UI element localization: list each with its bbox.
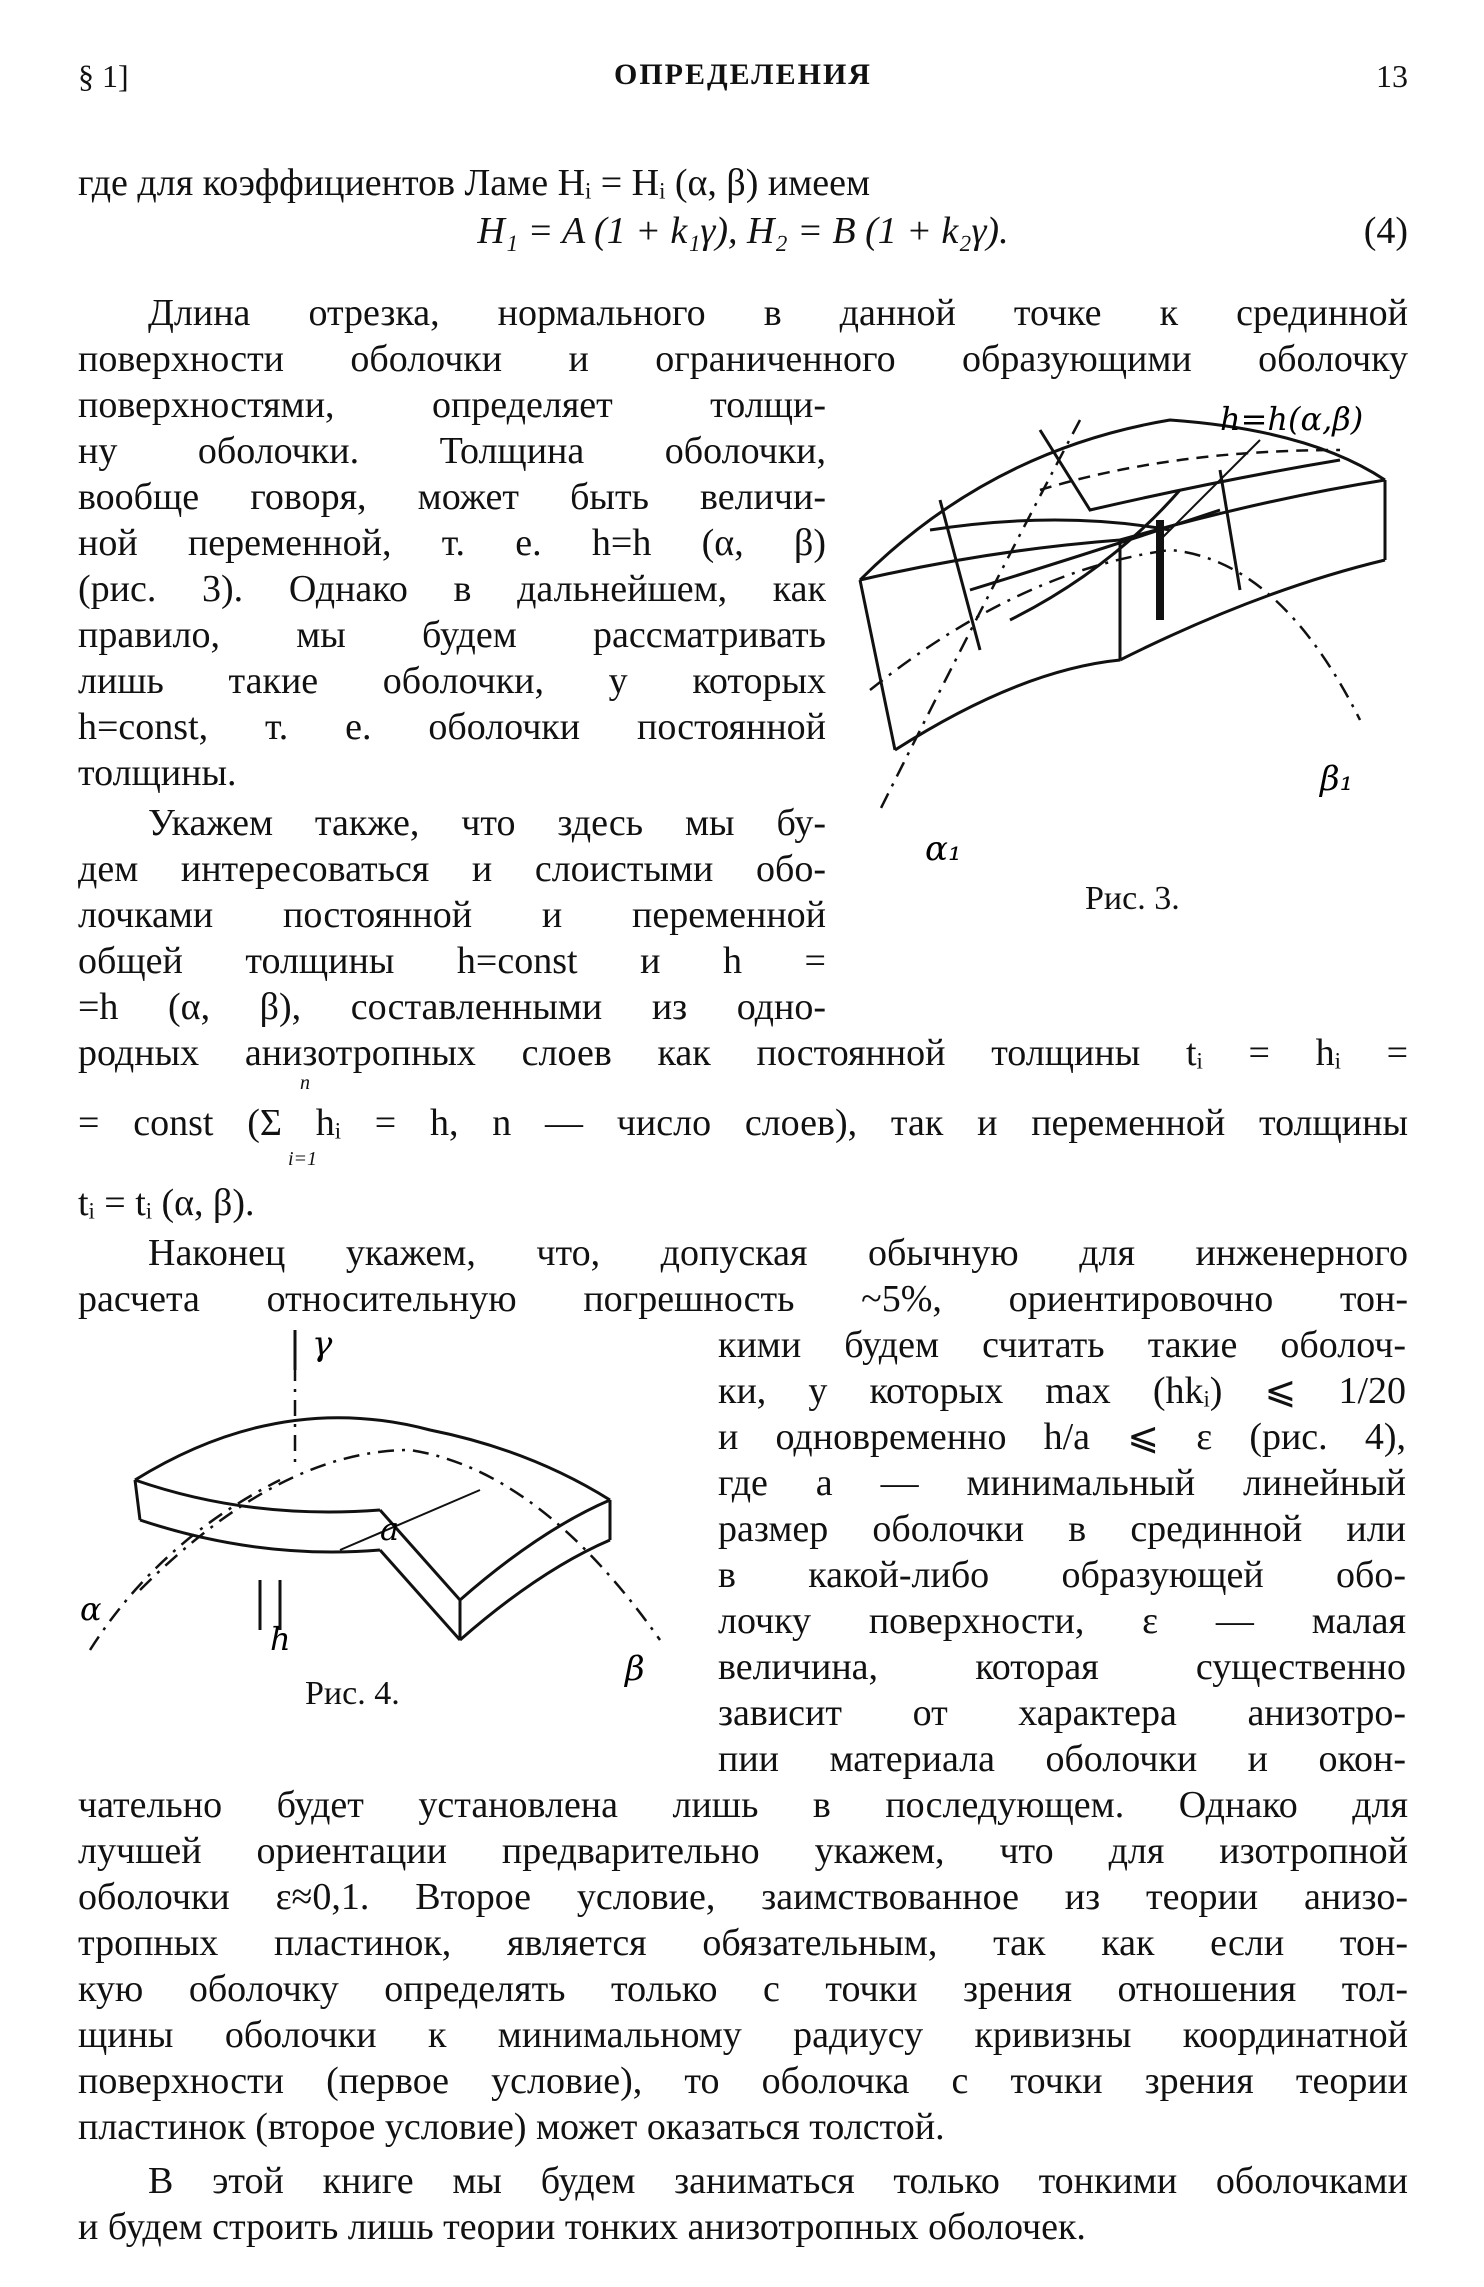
header-section: § 1] [78, 58, 129, 94]
sum-upper-limit: n [300, 1072, 310, 1094]
running-header [78, 58, 1408, 98]
text-line: щины оболочки к минимальному радиусу кривизны координатной [78, 2014, 1408, 2056]
figure-3-shell-element [840, 390, 1410, 890]
text-line: кую оболочку определять только с точки зрения отношения тол- [78, 1968, 1408, 2010]
text-line: Длина отрезка, нормального в данной точке к срединной [148, 292, 1408, 334]
fig4-bottom-near-edge [380, 1550, 460, 1640]
text-line: Наконец укажем, что, допуская обычную для инженерного [148, 1232, 1408, 1274]
figure-3-caption: Рис. 3. [1085, 880, 1180, 917]
text-line: В этой книге мы будем заниматься только тонкими оболочками [148, 2160, 1408, 2202]
text-line: h=const, т. е. оболочки постоянной [78, 706, 826, 748]
fig3-grid-line [1220, 470, 1240, 590]
fig3-label-beta: β₁ [1320, 759, 1354, 799]
text-line: расчета относительную погрешность ~5%, ориентировочно тон- [78, 1278, 1408, 1320]
text-line: лишь такие оболочки, у которых [78, 660, 826, 702]
fig4-label-beta: β [625, 1649, 645, 1689]
text-line: где a — минимальный линейный [718, 1462, 1406, 1504]
text-line-sum: = const (Σ hᵢ = h, n — число слоев), так и переменной толщины [78, 1102, 1408, 1144]
fig3-left-edge [860, 580, 895, 750]
page-number: 13 [1376, 58, 1408, 94]
text-line: пии материала оболочки и окон- [718, 1738, 1406, 1780]
fig3-beta-axis [870, 550, 1360, 720]
text-line: величина, которая существенно [718, 1646, 1406, 1688]
text-line: вообще говоря, может быть величи- [78, 476, 826, 518]
fig3-label-alpha: α₁ [925, 829, 962, 869]
fig4-alpha-axis [90, 1480, 280, 1650]
text-line: лочками постоянной и переменной [78, 894, 826, 936]
fig3-front-edge [895, 660, 1120, 750]
text-line: кими будем считать такие оболоч- [718, 1324, 1406, 1366]
text-line: толщины. [78, 752, 237, 794]
text-line: пластинок (второе условие) может оказаться толстой. [78, 2106, 945, 2148]
text-line: ну оболочки. Толщина оболочки, [78, 430, 826, 472]
text-line: общей толщины h=const и h = [78, 940, 826, 982]
text-line: ной переменной, т. е. h=h (α, β) [78, 522, 826, 564]
text-line: дем интересоваться и слоистыми обо- [78, 848, 826, 890]
fig4-bottom-right-edge [460, 1540, 610, 1640]
fig4-top-far-edge [135, 1418, 610, 1500]
text-line: тропных пластинок, является обязательным, так как если тон- [78, 1922, 1408, 1964]
text-line: и будем строить лишь теории тонких анизотропных оболочек. [78, 2206, 1086, 2248]
fig4-label-alpha: α [80, 1590, 102, 1628]
fig4-left-corner [135, 1480, 140, 1520]
text-line: и одновременно h/a ⩽ ε (рис. 4), [718, 1416, 1406, 1458]
equation-body: H₁ = A (1 + k₁γ), H₂ = B (1 + k₂γ). [477, 210, 1009, 252]
text-line: лочку поверхности, ε — малая [718, 1600, 1406, 1642]
header-title: ОПРЕДЕЛЕНИЯ [614, 58, 872, 91]
text-line: родных анизотропных слоев как постоянной толщины tᵢ = hᵢ = [78, 1032, 1408, 1074]
text-line: поверхности оболочки и ограниченного образующими оболочку [78, 338, 1408, 380]
text-line: лучшей ориентации предварительно укажем, что для изотропной [78, 1830, 1408, 1872]
text-line: ки, у которых max (hkᵢ) ⩽ 1/20 [718, 1370, 1406, 1412]
fig4-label-gamma: γ [312, 1324, 333, 1364]
text-line: поверхностями, определяет толщи- [78, 384, 826, 426]
fig3-grid-line [930, 520, 1170, 530]
fig3-label-h: h=h(α,β) [1220, 400, 1364, 438]
fig3-alpha-axis [880, 420, 1080, 810]
text-line: в какой-либо образующей обо- [718, 1554, 1406, 1596]
figure-4-shell-element [80, 1310, 680, 1690]
equation-number: (4) [1363, 210, 1408, 252]
text-line: (рис. 3). Однако в дальнейшем, как [78, 568, 826, 610]
text-line: поверхности (первое условие), то оболочка с точки зрения теории [78, 2060, 1408, 2102]
fig4-label-h: h [270, 1620, 291, 1658]
equation-4 [78, 206, 1408, 256]
fig3-top-edge-far [860, 420, 1385, 580]
figure-4-caption: Рис. 4. [305, 1675, 400, 1712]
text-line: где для коэффициентов Ламе Hᵢ = Hᵢ (α, β) имеем [78, 162, 871, 204]
sum-lower-limit: i=1 [288, 1148, 318, 1170]
text-line: размер оболочки в срединной или [718, 1508, 1406, 1550]
text-line: оболочки ε≈0,1. Второе условие, заимствованное из теории анизо- [78, 1876, 1408, 1918]
text-line: Укажем также, что здесь мы бу- [148, 802, 826, 844]
fig4-a-dimension [340, 1490, 480, 1550]
fig3-hidden-edge [1040, 450, 1340, 490]
text-line: =h (α, β), составленными из одно- [78, 986, 826, 1028]
fig4-label-a: a [380, 1510, 400, 1548]
text-line: правило, мы будем рассматривать [78, 614, 826, 656]
text-line: tᵢ = tᵢ (α, β). [78, 1182, 255, 1224]
fig4-beta-axis [140, 1450, 660, 1640]
text-line: чательно будет установлена лишь в последующем. Однако для [78, 1784, 1408, 1826]
text-line: зависит от характера анизотро- [718, 1692, 1406, 1734]
